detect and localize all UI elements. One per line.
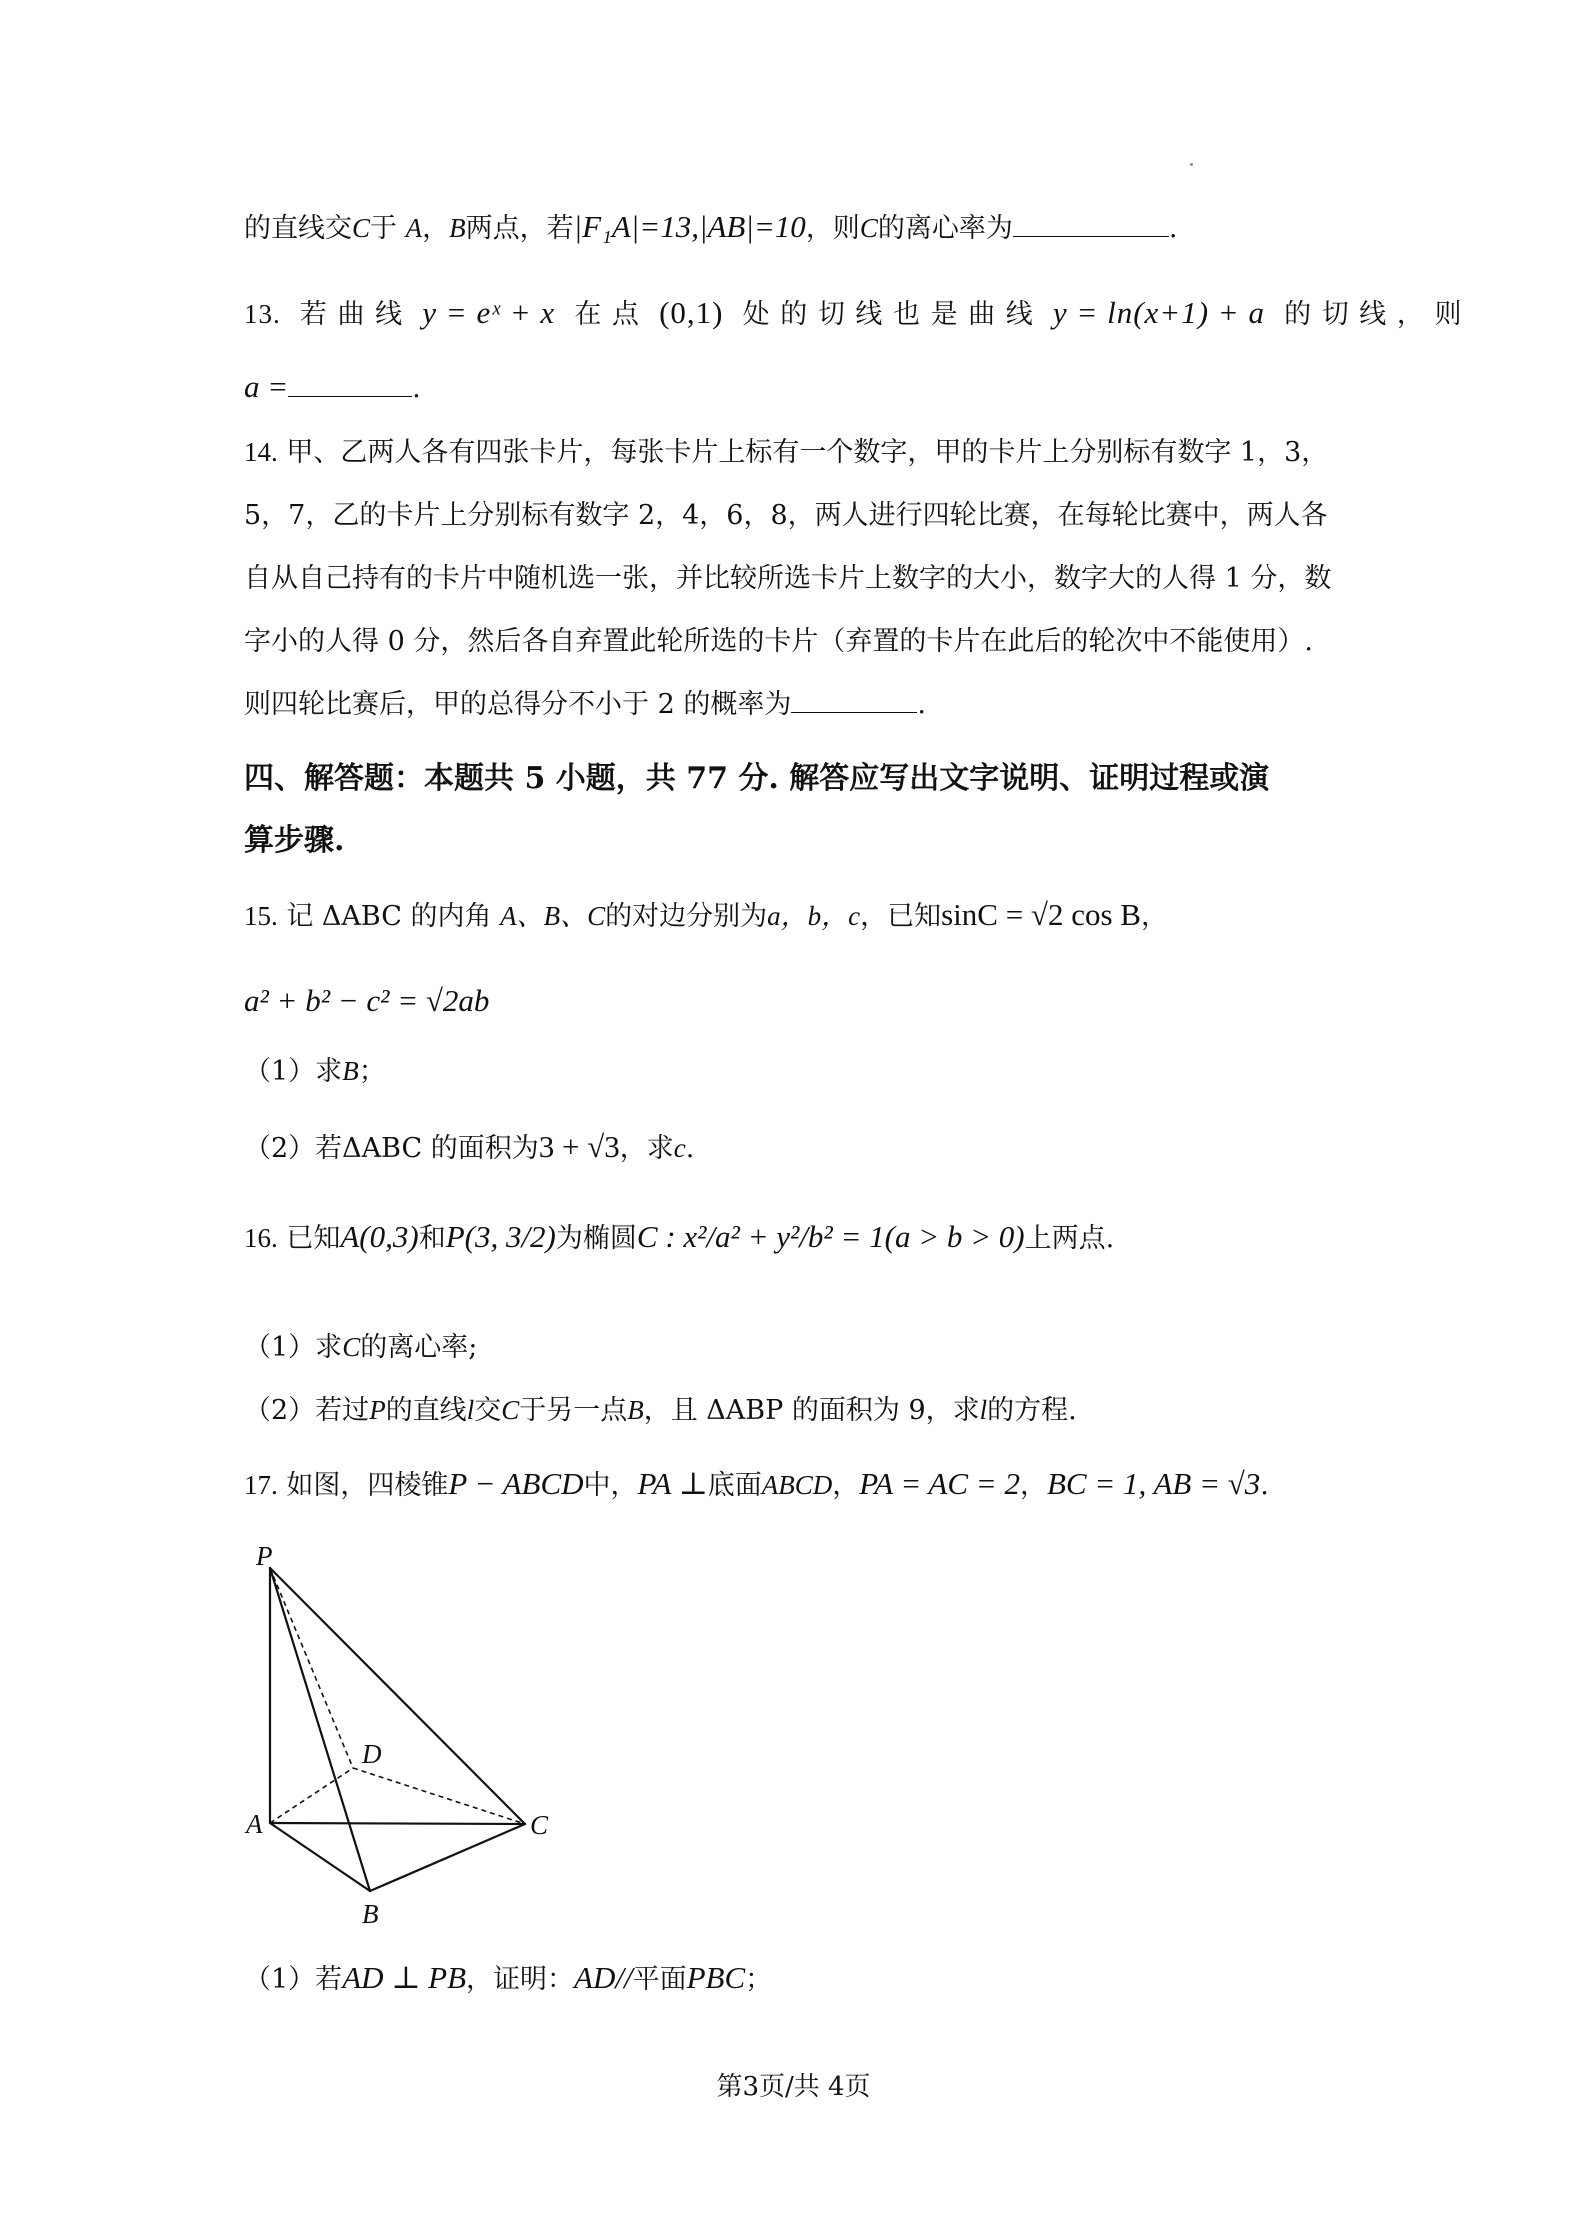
label-C: C [530,1810,549,1840]
edge-AB [270,1823,370,1891]
q17-line1: 17. 如图，四棱锥P − ABCD中，PA ⊥底面ABCD，PA = AC = 2，BC = 1, AB = √3. [244,1466,1269,1501]
page-footer: 第3页/共 4页 [716,2072,871,2102]
formula-sinC: sinC = √2 cos B [941,897,1141,932]
q13-line2: a = . [244,369,421,404]
section-heading: 四、解答题：本题共 5 小题，共 77 分. 解答应写出文字说明、证明过程或演 [244,761,1270,796]
edge-PD [270,1568,353,1768]
answer-blank[interactable] [288,395,412,397]
pyramid-figure [240,1535,570,1935]
edge-PC [270,1568,525,1824]
q14-line2: 5，7，乙的卡片上分别标有数字 2，4，6，8，两人进行四轮比赛，在每轮比赛中，两人各 [244,500,1328,531]
answer-blank[interactable] [1013,235,1169,237]
edge-DC [353,1768,525,1824]
q14-line5: 则四轮比赛后，甲的总得分不小于 2 的概率为 . [244,689,926,720]
label-A: A [246,1809,263,1839]
q15-line1: 15. 记 ΔABC 的内角 A、B、C的对边分别为a，b，c，已知sinC = √2 cos B， [244,897,1168,932]
edge-PB [270,1568,370,1891]
q14-line1: 14. 甲、乙两人各有四张卡片，每张卡片上标有一个数字，甲的卡片上分别标有数字 1，3， [244,437,1329,468]
q12-tail: 的直线交C于 A，B两点，若|F₁A|=13,|AB|=10，则C的离心率为 . [244,209,1178,244]
q14-line3: 自从自己持有的卡片中随机选一张，并比较所选卡片上数字的大小，数字大的人得 1 分，数 [244,563,1332,594]
q16-part2: （2）若过P的直线l交C于另一点B，且 ΔABP 的面积为 9，求l的方程. [244,1395,1077,1426]
q13-line1: 13. 若 曲 线 y = eˣ + x 在 点 (0,1) 处 的 切 线 也 是 曲 线 y = ln(x+1) + a 的 切 线 ， 则 [244,295,1463,330]
edge-BC [370,1824,525,1891]
q17-part1: （1）若AD ⊥ PB，证明：AD//平面PBC； [244,1960,773,1995]
section-heading-cont: 算步骤. [244,823,345,858]
label-P: P [256,1541,273,1571]
q15-line2: a² + b² − c² = √2ab [244,983,490,1018]
answer-blank[interactable] [791,711,917,713]
label-B: B [362,1899,379,1929]
q15-part2: （2）若ΔABC 的面积为3 + √3，求c. [244,1129,695,1164]
q16-part1: （1）求C的离心率; [244,1332,478,1363]
scan-dot [1190,163,1193,166]
q14-line4: 字小的人得 0 分，然后各自弃置此轮所选的卡片（弃置的卡片在此后的轮次中不能使用）. [244,626,1313,657]
edge-AC [270,1823,525,1824]
label-D: D [362,1739,382,1769]
q16-line1: 16. 已知A(0,3)和P(3, 3/2)为椭圆C : x²/a² + y²/b² = 1(a > b > 0)上两点. [244,1219,1115,1254]
q15-part1: （1）求B； [244,1056,386,1087]
